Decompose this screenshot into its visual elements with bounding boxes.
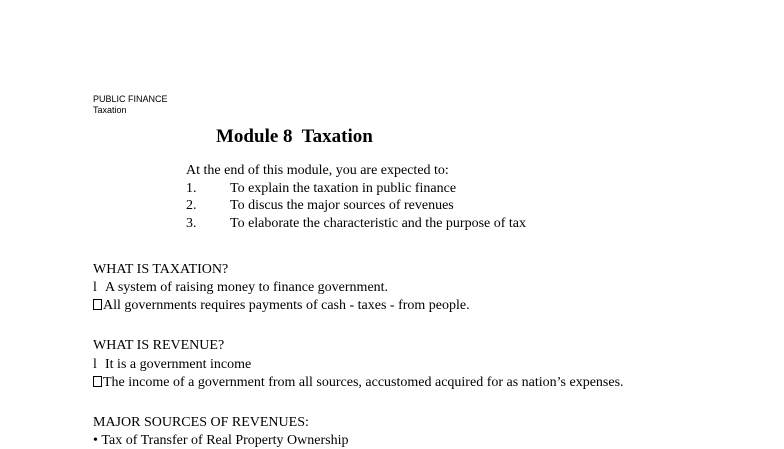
objective-text: To elaborate the characteristic and the purpose of tax [230,215,526,231]
objective-number: 1. [186,180,197,196]
header-topic: Taxation [93,105,127,115]
learning-objectives [186,162,526,232]
page-title: Module 8 Taxation [216,126,373,147]
section-line [93,297,470,314]
objective-number: 2. [186,198,197,213]
bullet-marker: • [93,433,98,448]
objective-text: To discus the major sources of revenues [230,198,454,213]
objective-item [186,180,526,198]
line-text: All governments requires payments of cash - taxes - from people. [103,298,470,313]
bullet-marker: l [93,280,97,295]
line-text: A system of raising money to finance government. [105,280,389,295]
section-line [93,356,251,373]
header-course: PUBLIC FINANCE [93,94,168,104]
bullet-marker: l [93,357,97,372]
running-header [93,94,168,116]
objective-item [186,215,526,233]
section-line [93,279,388,296]
objectives-lead: At the end of this module, you are expected to: [186,163,449,178]
section-line [93,374,624,391]
section-heading-taxation: WHAT IS TAXATION? [93,262,229,277]
line-text: It is a government income [105,357,252,372]
checkbox-glyph-icon [93,376,102,387]
objective-number: 3. [186,215,197,231]
section-heading-sources: MAJOR SOURCES OF REVENUES: [93,415,309,430]
line-text: Tax of Transfer of Real Property Ownership [101,433,349,448]
checkbox-glyph-icon [93,299,102,310]
objective-item [186,197,526,215]
line-text: The income of a government from all sources, accustomed acquired for as nation’s expenses. [103,375,624,390]
section-heading-revenue: WHAT IS REVENUE? [93,338,225,353]
objective-text: To explain the taxation in public finance [230,180,457,196]
